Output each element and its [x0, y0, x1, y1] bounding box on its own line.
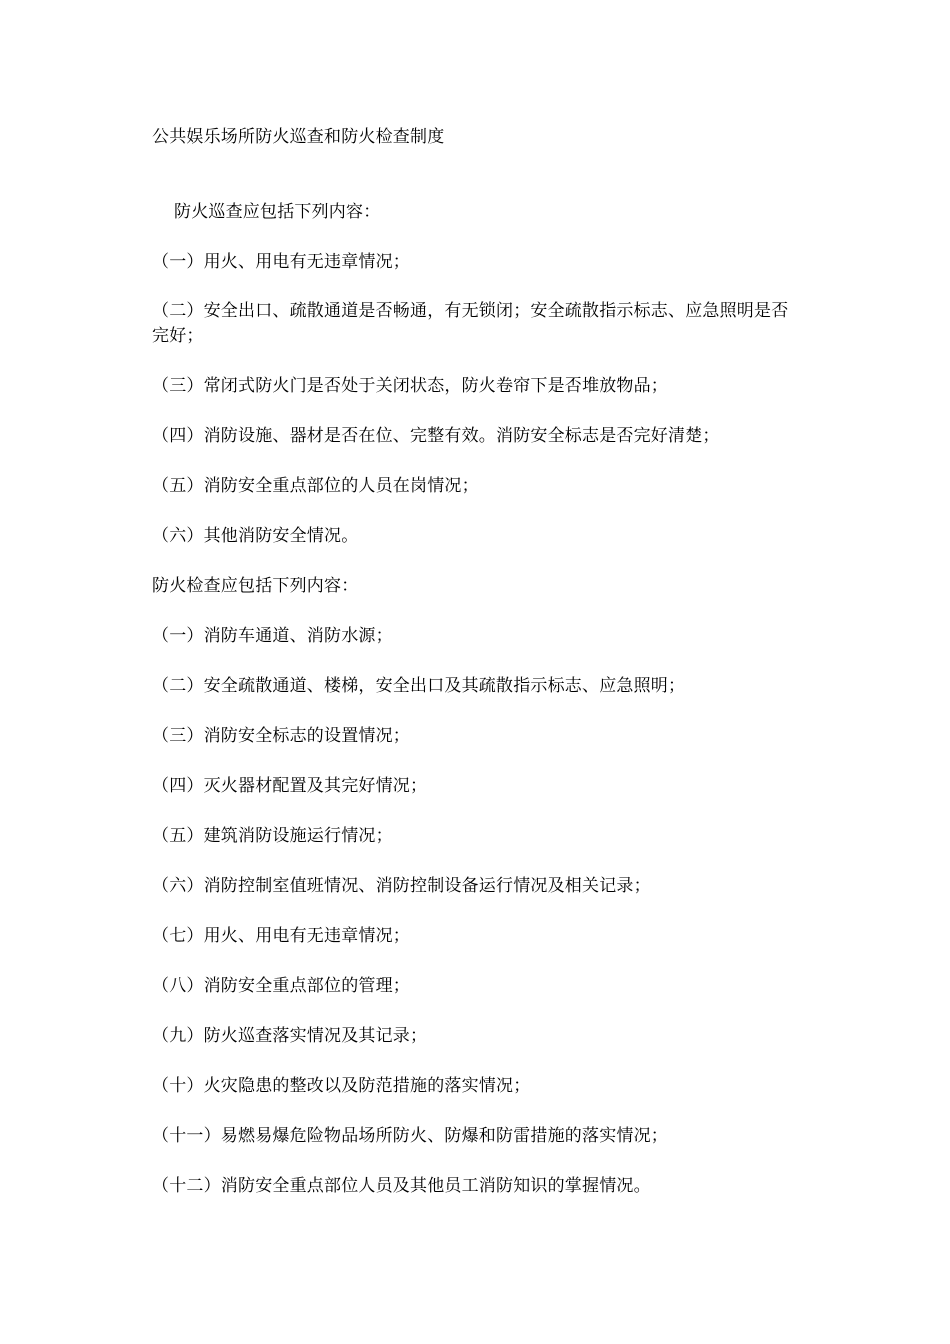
patrol-heading: 防火巡查应包括下列内容： — [174, 202, 381, 222]
patrol-item: （六）其他消防安全情况。 — [152, 526, 359, 546]
inspection-item: （八）消防安全重点部位的管理； — [152, 976, 410, 996]
patrol-item: （三）常闭式防火门是否处于关闭状态，防火卷帘下是否堆放物品； — [152, 376, 668, 396]
patrol-item: （五）消防安全重点部位的人员在岗情况； — [152, 476, 479, 496]
inspection-item: （九）防火巡查落实情况及其记录； — [152, 1026, 428, 1046]
patrol-item: （一）用火、用电有无违章情况； — [152, 252, 410, 272]
patrol-item: （四）消防设施、器材是否在位、完整有效。消防安全标志是否完好清楚； — [152, 426, 720, 446]
inspection-item: （十）火灾隐患的整改以及防范措施的落实情况； — [152, 1076, 531, 1096]
patrol-item: （二）安全出口、疏散通道是否畅通，有无锁闭；安全疏散指示标志、应急照明是否完好； — [152, 301, 789, 346]
inspection-item: （十二）消防安全重点部位人员及其他员工消防知识的掌握情况。 — [152, 1176, 651, 1196]
inspection-item: （七）用火、用电有无违章情况； — [152, 926, 410, 946]
inspection-item: （三）消防安全标志的设置情况； — [152, 726, 410, 746]
inspection-item: （四）灭火器材配置及其完好情况； — [152, 776, 428, 796]
inspection-item: （一）消防车通道、消防水源； — [152, 626, 393, 646]
inspection-item: （五）建筑消防设施运行情况； — [152, 826, 393, 846]
inspection-heading: 防火检查应包括下列内容： — [152, 576, 359, 596]
document-title: 公共娱乐场所防火巡查和防火检查制度 — [152, 127, 445, 147]
inspection-item: （二）安全疏散通道、楼梯，安全出口及其疏散指示标志、应急照明； — [152, 676, 686, 696]
inspection-item: （十一）易燃易爆危险物品场所防火、防爆和防雷措施的落实情况； — [152, 1126, 668, 1146]
inspection-item: （六）消防控制室值班情况、消防控制设备运行情况及相关记录； — [152, 876, 651, 896]
